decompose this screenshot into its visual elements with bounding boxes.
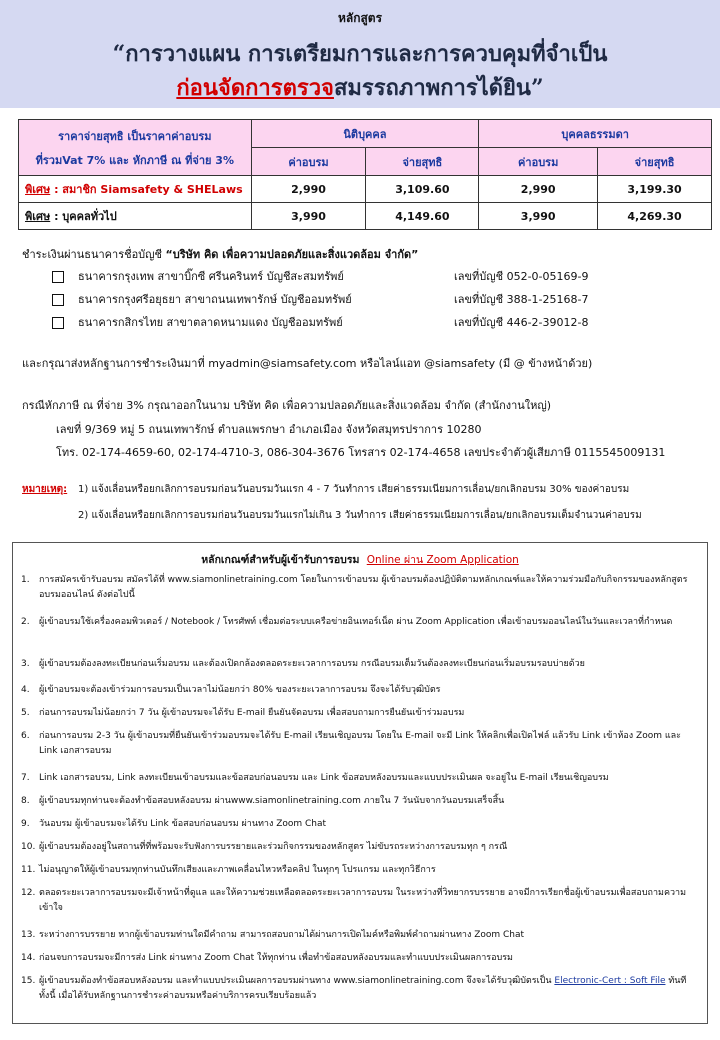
- rule-text: ก่อนจบการอบรมจะมีการส่ง Link ผ่านทาง Zoom Chat ให้ทุกท่าน เพื่อทำข้อสอบหลังอบรมและทำแบบประเมินผลการอบรม: [39, 953, 513, 963]
- rule-num: 15.: [21, 976, 36, 986]
- rule-text: ก่อนการอบรม 2-3 วัน ผู้เข้าอบรมที่ยืนยันเข้าร่วมอบรมจะได้รับ E-mail เรียนเชิญอบรม โดยใน E-mail จะมี Link ให้คลิกเพื่อเปิดไฟล์ แล้วรับ Link เข้าห้อง Zoom และ Link เอกสารอบรม: [39, 731, 681, 756]
- corner-line2: ที่รวมVat 7% และ หักภาษี ณ ที่จ่าย 3%: [35, 153, 234, 167]
- rule-text: ไม่อนุญาตให้ผู้เข้าอบรมทุกท่านบันทึกเสียงและภาพเคลื่อนไหวหรือคลิป ในทุกๆ โปรแกรม และทุกวิธีการ: [39, 865, 436, 875]
- price-cell: 3,109.60: [366, 176, 479, 203]
- price-table: [18, 119, 712, 230]
- col-net-juristic: จ่ายสุทธิ: [366, 148, 479, 176]
- rule-num: 13.: [21, 930, 36, 940]
- rule-num: 3.: [21, 659, 30, 669]
- rule-text: ตลอดระยะเวลาการอบรมจะมีเจ้าหน้าที่ดูแล และให้ความช่วยเหลือตลอดระยะเวลาการอบรม ในระหว่างที่วิทยากรบรรยาย อาจมีการเรียกชื่อผู้เข้าอบรมเพื่อสอบถามความเข้าใจ: [39, 888, 687, 913]
- company-address: เลขที่ 9/369 หมู่ 5 ถนนเทพารักษ์ ตำบลแพรกษา อำเภอเมือง จังหวัดสมุทรปราการ 10280: [56, 423, 482, 436]
- group-juristic: นิติบุคคล: [251, 120, 479, 148]
- course-kicker: หลักสูตร: [337, 11, 383, 25]
- rule-text-tail: ทันที ทั้งนี้ เมื่อได้รับหลักฐานการชำระค่าอบรมหรือค่าบริการครบเรียบร้อยแล้ว: [39, 976, 687, 1001]
- checkbox-icon: [52, 271, 64, 283]
- company-phone: โทร. 02-174-4659-60, 02-174-4710-3, 086-304-3676 โทรสาร 02-174-4658 เลขประจำตัวผู้เสียภาษี 0115545009131: [56, 446, 666, 459]
- row-label-text: : บุคคลทั่วไป: [50, 210, 117, 223]
- price-cell: 4,149.60: [366, 203, 479, 230]
- list-item: [52, 266, 692, 288]
- table-row: [19, 176, 712, 203]
- rule-text: ระหว่างการบรรยาย หากผู้เข้าอบรมท่านใดมีคำถาม สามารถสอบถามได้ผ่านการเปิดไมค์หรือพิมพ์คำถามผ่านทาง Zoom Chat: [39, 930, 525, 940]
- bank-name: ธนาคารกรุงเทพ สาขาบิ๊กซี ศรีนครินทร์ บัญชีสะสมทรัพย์: [78, 270, 344, 283]
- bank-account: เลขที่บัญชี 446-2-39012-8: [454, 316, 589, 329]
- payment-intro: [22, 244, 702, 266]
- col-net-individual: จ่ายสุทธิ: [598, 148, 712, 176]
- list-item: [52, 312, 692, 334]
- rules-title: [13, 551, 707, 568]
- rule-text: ผู้เข้าอบรมจะต้องเข้าร่วมการอบรมเป็นเวลาไม่น้อยกว่า 80% ของระยะเวลาการอบรม จึงจะได้รับวุฒิบัตร: [39, 685, 441, 695]
- price-cell: 2,990: [251, 176, 366, 203]
- rule-text: ก่อนการอบรมไม่น้อยกว่า 7 วัน ผู้เข้าอบรมจะได้รับ E-mail ยืนยันจัดอบรม เพื่อสอบถามการยืนยันเข้าร่วมอบรม: [39, 708, 465, 718]
- row-label: [19, 203, 252, 230]
- rule-num: 10.: [21, 842, 36, 852]
- notes-label-text: หมายเหตุ:: [22, 484, 68, 495]
- rule-text: ผู้เข้าอบรมต้องอยู่ในสถานที่ที่พร้อมจะรับฟังการบรรยายและร่วมกิจกรรมของหลักสูตร ไม่ขับรถระหว่างการอบรมทุก ๆ กรณี: [39, 842, 508, 852]
- rule-text: [39, 974, 701, 1004]
- course-title-highlight: ก่อนจัดการตรวจ: [176, 75, 334, 101]
- bank-account: เลขที่บัญชี 052-0-05169-9: [454, 270, 589, 283]
- course-title-rest: สมรรถภาพการได้ยิน”: [333, 75, 544, 101]
- rules-box: [12, 542, 708, 1024]
- note-item-1: 1) แจ้งเลื่อนหรือยกเลิกการอบรมก่อนวันอบรมวันแรก 4 - 7 วันทำการ เสียค่าธรรมเนียมการเลื่อน/ยกเลิกอบรม 30% ของค่าอบรม: [78, 484, 630, 495]
- checkbox-icon: [52, 317, 64, 329]
- special-tag: พิเศษ: [25, 183, 51, 196]
- checkbox-icon: [52, 294, 64, 306]
- rule-text: Link เอกสารอบรม, Link ลงทะเบียนเข้าอบรมและข้อสอบก่อนอบรม และ Link ข้อสอบหลังอบรมและแบบประเมินผล จะอยู่ใน E-mail เรียนเชิญอบรม: [39, 773, 609, 783]
- rule-num: 12.: [21, 888, 36, 898]
- corner-line1: ราคาจ่ายสุทธิ เป็นราคาค่าอบรม: [58, 129, 212, 143]
- row-label-text: : สมาชิก Siamsafety & SHELaws: [50, 183, 243, 196]
- tax-instruction: กรณีหักภาษี ณ ที่จ่าย 3% กรุณาออกในนาม บริษัท คิด เพื่อความปลอดภัยและสิ่งแวดล้อม จำกัด (สำนักงานใหญ่): [22, 399, 552, 412]
- rule-num: 14.: [21, 953, 36, 963]
- payment-intro-text: ชำระเงินผ่านธนาคารชื่อบัญชี: [22, 248, 166, 261]
- rule-num: 11.: [21, 865, 36, 875]
- rules-title-text: หลักเกณฑ์สำหรับผู้เข้ารับการอบรม: [201, 554, 360, 566]
- title-banner: [0, 0, 720, 108]
- bank-name: ธนาคารกสิกรไทย สาขาตลาดหนามแดง บัญชีออมทรัพย์: [78, 316, 343, 329]
- row-label: [19, 176, 252, 203]
- list-item: [52, 289, 692, 311]
- account-name: “บริษัท คิด เพื่อความปลอดภัยและสิ่งแวดล้อม จำกัด”: [165, 248, 419, 261]
- rule-text: การสมัครเข้ารับอบรม สมัครได้ที่ www.siamonlinetraining.com โดยในการเข้าอบรม ผู้เข้าอบรมต้องปฏิบัติตามหลักเกณฑ์และให้ความร่วมมือกับกิจกรรมของหลักสูตรอบรมออนไลน์ ดังต่อไปนี้: [39, 575, 688, 600]
- rule-num: 4.: [21, 685, 30, 695]
- col-fee-individual: ค่าอบรม: [479, 148, 598, 176]
- notes-label: [22, 482, 67, 498]
- rule-num: 7.: [21, 773, 30, 783]
- rule-text: ผู้เข้าอบรมใช้เครื่องคอมพิวเตอร์ / Notebook / โทรศัพท์ เชื่อมต่อระบบเครือข่ายอินเทอร์เน็ต ผ่าน Zoom Application เพื่อเข้าอบรมออนไลน์ในวันและเวลาที่กำหนด: [39, 617, 673, 627]
- note-item-2: 2) แจ้งเลื่อนหรือยกเลิกการอบรมก่อนวันอบรมวันแรกไม่เกิน 3 วันทำการ เสียค่าธรรมเนียมการเลื่อน/ยกเลิกอบรมเต็มจำนวนค่าอบรม: [78, 510, 642, 521]
- col-fee-juristic: ค่าอบรม: [251, 148, 366, 176]
- price-cell: 3,199.30: [598, 176, 712, 203]
- rule-num: 8.: [21, 796, 30, 806]
- rule-text-main: ผู้เข้าอบรมต้องทำข้อสอบหลังอบรม และทำแบบประเมินผลการอบรมผ่านทาง www.siamonlinetraining.com จึงจะได้รับวุฒิบัตรเป็น: [39, 976, 555, 986]
- course-title-line1: “การวางแผน การเตรียมการและการควบคุมที่จำเป็น: [112, 41, 608, 67]
- price-cell: 4,269.30: [598, 203, 712, 230]
- rule-text: ผู้เข้าอบรมทุกท่านจะต้องทำข้อสอบหลังอบรม ผ่านwww.siamonlinetraining.com ภายใน 7 วันนับจากวันอบรมเสร็จสิ้น: [39, 796, 505, 806]
- rule-num: 1.: [21, 575, 30, 585]
- rule-text: ผู้เข้าอบรมต้องลงทะเบียนก่อนเริ่มอบรม และต้องเปิดกล้องตลอดระยะเวลาการอบรม กรณีอบรมเต็มวันต้องลงทะเบียนก่อนเริ่มอบรมรอบบ่ายด้วย: [39, 659, 585, 669]
- bank-name: ธนาคารกรุงศรีอยุธยา สาขาถนนเทพารักษ์ บัญชีออมทรัพย์: [78, 293, 352, 306]
- e-cert-link[interactable]: Electronic-Cert : Soft File: [554, 976, 666, 986]
- rules-title-link: Online ผ่าน Zoom Application: [366, 554, 519, 566]
- rule-text: วันอบรม ผู้เข้าอบรมจะได้รับ Link ข้อสอบก่อนอบรม ผ่านทาง Zoom Chat: [39, 819, 327, 829]
- group-individual: บุคคลธรรมดา: [479, 120, 712, 148]
- table-row: [19, 203, 712, 230]
- price-table-corner: [19, 120, 252, 176]
- price-cell: 3,990: [479, 203, 598, 230]
- rule-num: 6.: [21, 731, 30, 741]
- rule-num: 9.: [21, 819, 30, 829]
- bank-account: เลขที่บัญชี 388-1-25168-7: [454, 293, 589, 306]
- payment-evidence: และกรุณาส่งหลักฐานการชำระเงินมาที่ myadmin@siamsafety.com หรือไลน์แอท @siamsafety (มี @ ข้างหน้าด้วย): [22, 357, 593, 370]
- price-cell: 3,990: [251, 203, 366, 230]
- rule-num: 5.: [21, 708, 30, 718]
- course-title-line2: [0, 70, 720, 105]
- rule-num: 2.: [21, 617, 30, 627]
- special-tag: พิเศษ: [25, 210, 51, 223]
- price-cell: 2,990: [479, 176, 598, 203]
